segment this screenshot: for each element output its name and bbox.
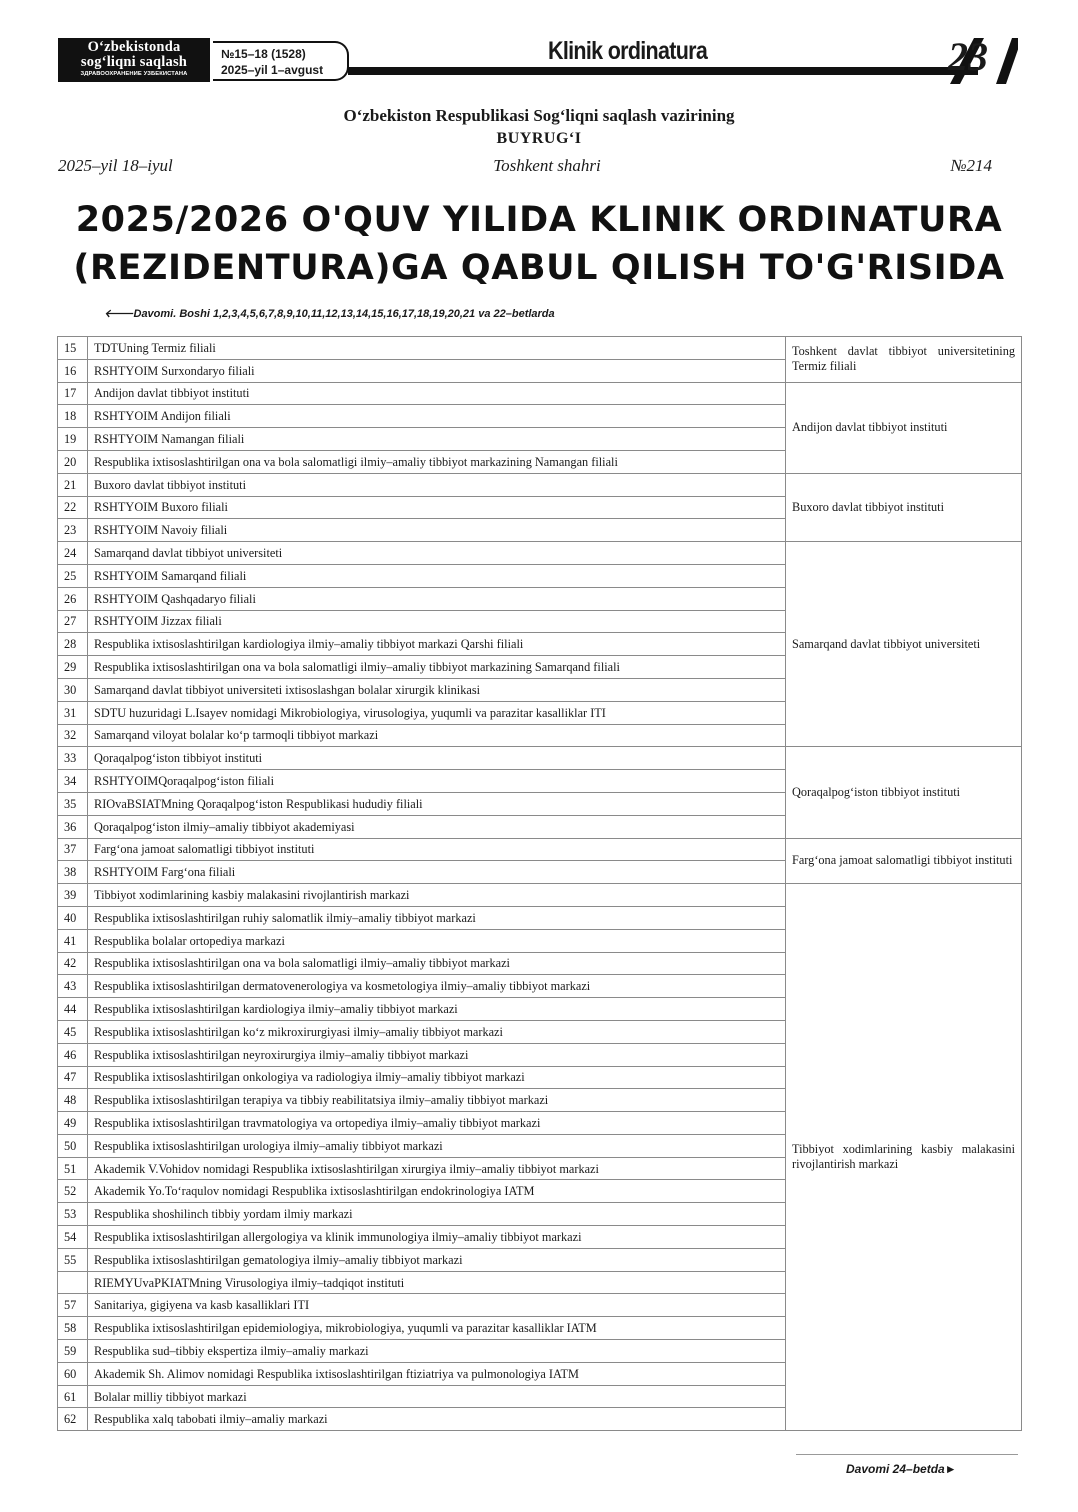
institution-name: Respublika ixtisoslashtirilgan ona va bola salomatligi ilmiy–amaliy tibbiyot markazining Samarqand filiali — [88, 656, 786, 679]
newspaper-masthead — [58, 38, 210, 82]
row-number: 35 — [58, 792, 88, 815]
institution-name: Respublika ixtisoslashtirilgan gematologiya ilmiy–amaliy tibbiyot markazi — [88, 1248, 786, 1271]
institution-name: Farg‘ona jamoat salomatligi tibbiyot instituti — [88, 838, 786, 861]
page-number: 23 — [948, 34, 988, 79]
institution-name: Respublika ixtisoslashtirilgan ruhiy salomatlik ilmiy–amaliy tibbiyot markazi — [88, 906, 786, 929]
table-row — [58, 838, 1022, 861]
institution-name: Buxoro davlat tibbiyot instituti — [88, 473, 786, 496]
row-number: 39 — [58, 884, 88, 907]
footer-text: Davomi 24–betda — [846, 1462, 945, 1476]
row-number: 25 — [58, 564, 88, 587]
row-number: 28 — [58, 633, 88, 656]
footer-rule — [796, 1454, 1018, 1455]
row-number: 33 — [58, 747, 88, 770]
order-city: Toshkent shahri — [493, 156, 601, 175]
row-number: 46 — [58, 1043, 88, 1066]
institution-name: Bolalar milliy tibbiyot markazi — [88, 1385, 786, 1408]
institution-name: SDTU huzuridagi L.Isayev nomidagi Mikrobiologiya, virusologiya, yuqumli va parazitar kasalliklar ITI — [88, 701, 786, 724]
issue-box — [213, 41, 349, 81]
row-number: 31 — [58, 701, 88, 724]
institution-name: RSHTYOIM Navoiy filiali — [88, 519, 786, 542]
row-number: 49 — [58, 1112, 88, 1135]
row-number: 30 — [58, 678, 88, 701]
row-number: 41 — [58, 929, 88, 952]
institution-name: Sanitariya, gigiyena va kasb kasalliklari ITI — [88, 1294, 786, 1317]
row-number: 15 — [58, 337, 88, 360]
institution-name: Qoraqalpog‘iston tibbiyot instituti — [88, 747, 786, 770]
order-number: №214 — [950, 156, 992, 175]
table-row — [58, 884, 1022, 907]
institution-name: Respublika ixtisoslashtirilgan allergologiya va klinik immunologiya ilmiy–amaliy tibbiyot markazi — [88, 1226, 786, 1249]
institution-name: Respublika xalq tabobati ilmiy–amaliy markazi — [88, 1408, 786, 1431]
row-number: 48 — [58, 1089, 88, 1112]
institution-name: Respublika ixtisoslashtirilgan kardiologiya ilmiy–amaliy tibbiyot markazi — [88, 998, 786, 1021]
table-row — [58, 337, 1022, 360]
institution-name: Respublika ixtisoslashtirilgan urologiya ilmiy–amaliy tibbiyot markazi — [88, 1134, 786, 1157]
title-line1: 2025/2026 O'QUV YILIDA KLINIK ORDINATURA — [75, 200, 1003, 240]
institution-name: RSHTYOIM Surxondaryo filiali — [88, 359, 786, 382]
row-number: 44 — [58, 998, 88, 1021]
institution-name: RSHTYOIM Namangan filiali — [88, 428, 786, 451]
institution-name: Respublika ixtisoslashtirilgan kardiologiya ilmiy–amaliy tibbiyot markazi Qarshi filiali — [88, 633, 786, 656]
row-number: 42 — [58, 952, 88, 975]
institution-name: Samarqand viloyat bolalar ko‘p tarmoqli tibbiyot markazi — [88, 724, 786, 747]
parent-institution: Toshkent davlat tibbiyot universitetining Termiz filiali — [786, 337, 1022, 383]
institution-name: Respublika bolalar ortopediya markazi — [88, 929, 786, 952]
ministry-line: O‘zbekiston Respublikasi Sog‘liqni saqlash vazirining — [343, 106, 735, 125]
masthead-line2: sog‘liqni saqlash — [80, 54, 188, 70]
institution-name: RSHTYOIMQoraqalpog‘iston filiali — [88, 770, 786, 793]
row-number: 57 — [58, 1294, 88, 1317]
institution-name: Respublika ixtisoslashtirilgan ko‘z mikroxirurgiyasi ilmiy–amaliy tibbiyot markazi — [88, 1020, 786, 1043]
institution-name: Qoraqalpog‘iston ilmiy–amaliy tibbiyot akademiyasi — [88, 815, 786, 838]
institution-name: Samarqand davlat tibbiyot universiteti — [88, 542, 786, 565]
issue-date: 2025–yil 1–avgust — [221, 63, 324, 77]
institution-name: Andijon davlat tibbiyot instituti — [88, 382, 786, 405]
order-date: 2025–yil 18–iyul — [58, 156, 173, 175]
row-number: 62 — [58, 1408, 88, 1431]
order-label: BUYRUG‘I — [496, 130, 582, 147]
institution-name: Respublika ixtisoslashtirilgan terapiya va tibbiy reabilitatsiya ilmiy–amaliy tibbiyot markazi — [88, 1089, 786, 1112]
institution-name: Respublika ixtisoslashtirilgan dermatovenerologiya va kosmetologiya ilmiy–amaliy tibbiyot markazi — [88, 975, 786, 998]
continuation-note — [104, 306, 555, 320]
row-number: 34 — [58, 770, 88, 793]
table-row — [58, 473, 1022, 496]
table-row — [58, 382, 1022, 405]
institution-name: RSHTYOIM Farg‘ona filiali — [88, 861, 786, 884]
institution-name: Respublika ixtisoslashtirilgan ona va bola salomatligi ilmiy–amaliy tibbiyot markazining Namangan filiali — [88, 450, 786, 473]
institution-name: Tibbiyot xodimlarining kasbiy malakasini rivojlantirish markazi — [88, 884, 786, 907]
issue-number: №15–18 (1528) — [221, 47, 306, 61]
row-number: 19 — [58, 428, 88, 451]
row-number: 40 — [58, 906, 88, 929]
institution-name: RIOvaBSIATMning Qoraqalpog‘iston Respublikasi hududiy filiali — [88, 792, 786, 815]
continuation-footer — [846, 1462, 957, 1476]
masthead-line3: ЗДРАВООХРАНЕНИЕ УЗБЕКИСТАНА — [80, 71, 188, 77]
continuation-text: Davomi. Boshi 1,2,3,4,5,6,7,8,9,10,11,12,13,14,15,16,17,18,19,20,21 va 22–betlarda — [133, 308, 555, 320]
institution-name: RSHTYOIM Andijon filiali — [88, 405, 786, 428]
institution-name: TDTUning Termiz filiali — [88, 337, 786, 360]
row-number: 55 — [58, 1248, 88, 1271]
parent-institution: Andijon davlat tibbiyot instituti — [786, 382, 1022, 473]
row-number: 20 — [58, 450, 88, 473]
table-row — [58, 747, 1022, 770]
row-number: 21 — [58, 473, 88, 496]
row-number: 47 — [58, 1066, 88, 1089]
parent-institution: Buxoro davlat tibbiyot instituti — [786, 473, 1022, 541]
masthead-line1: O‘zbekistonda — [87, 39, 181, 55]
parent-institution: Qoraqalpog‘iston tibbiyot instituti — [786, 747, 1022, 838]
row-number: 50 — [58, 1134, 88, 1157]
row-number: 45 — [58, 1020, 88, 1043]
institution-name: Respublika ixtisoslashtirilgan onkologiya va radiologiya ilmiy–amaliy tibbiyot markazi — [88, 1066, 786, 1089]
row-number: 53 — [58, 1203, 88, 1226]
row-number: 58 — [58, 1317, 88, 1340]
row-number: 18 — [58, 405, 88, 428]
row-number: 60 — [58, 1362, 88, 1385]
institution-name: RSHTYOIM Jizzax filiali — [88, 610, 786, 633]
table-row — [58, 542, 1022, 565]
institution-name: RSHTYOIM Buxoro filiali — [88, 496, 786, 519]
row-number: 32 — [58, 724, 88, 747]
row-number: 36 — [58, 815, 88, 838]
row-number — [58, 1271, 88, 1294]
institution-name: RSHTYOIM Samarqand filiali — [88, 564, 786, 587]
institutions-table-body — [58, 337, 1022, 1431]
row-number: 22 — [58, 496, 88, 519]
row-number: 17 — [58, 382, 88, 405]
institution-name: Respublika ixtisoslashtirilgan ona va bola salomatligi ilmiy–amaliy tibbiyot markazi — [88, 952, 786, 975]
parent-institution: Farg‘ona jamoat salomatligi tibbiyot instituti — [786, 838, 1022, 884]
institution-name: RIEMYUvaPKIATMning Virusologiya ilmiy–tadqiqot instituti — [88, 1271, 786, 1294]
section-title: Klinik ordinatura — [548, 37, 708, 65]
institution-name: Samarqand davlat tibbiyot universiteti ixtisoslashgan bolalar xirurgik klinikasi — [88, 678, 786, 701]
institution-name: RSHTYOIM Qashqadaryo filiali — [88, 587, 786, 610]
parent-institution: Samarqand davlat tibbiyot universiteti — [786, 542, 1022, 747]
institution-name: Respublika ixtisoslashtirilgan travmatologiya va ortopediya ilmiy–amaliy tibbiyot markazi — [88, 1112, 786, 1135]
row-number: 29 — [58, 656, 88, 679]
row-number: 24 — [58, 542, 88, 565]
row-number: 54 — [58, 1226, 88, 1249]
row-number: 37 — [58, 838, 88, 861]
row-number: 16 — [58, 359, 88, 382]
title-line2: (REZIDENTURA)GA QABUL QILISH TO'G'RISIDA — [73, 248, 1005, 288]
institution-name: Akademik V.Vohidov nomidagi Respublika ixtisoslashtirilgan xirurgiya ilmiy–amaliy tibbiyot markazi — [88, 1157, 786, 1180]
institutions-table — [57, 336, 1022, 1431]
institution-name: Respublika ixtisoslashtirilgan neyroxirurgiya ilmiy–amaliy tibbiyot markazi — [88, 1043, 786, 1066]
row-number: 38 — [58, 861, 88, 884]
arrow-right-icon: ► — [944, 1462, 957, 1476]
arrow-left-icon: 🡐 — [104, 308, 134, 320]
page-title — [0, 196, 1078, 292]
row-number: 52 — [58, 1180, 88, 1203]
row-number: 26 — [58, 587, 88, 610]
institution-name: Akademik Yo.To‘raqulov nomidagi Respublika ixtisoslashtirilgan endokrinologiya IATM — [88, 1180, 786, 1203]
row-number: 43 — [58, 975, 88, 998]
row-number: 23 — [58, 519, 88, 542]
row-number: 51 — [58, 1157, 88, 1180]
parent-institution: Tibbiyot xodimlarining kasbiy malakasini rivojlantirish markazi — [786, 884, 1022, 1431]
institution-name: Respublika sud–tibbiy ekspertiza ilmiy–amaliy markazi — [88, 1340, 786, 1363]
row-number: 27 — [58, 610, 88, 633]
row-number: 59 — [58, 1340, 88, 1363]
row-number: 61 — [58, 1385, 88, 1408]
header-rule — [348, 67, 978, 75]
institution-name: Respublika ixtisoslashtirilgan epidemiologiya, mikrobiologiya, yuqumli va parazitar kasalliklar IATM — [88, 1317, 786, 1340]
institution-name: Akademik Sh. Alimov nomidagi Respublika ixtisoslashtirilgan ftiziatriya va pulmonologiya IATM — [88, 1362, 786, 1385]
institution-name: Respublika shoshilinch tibbiy yordam ilmiy markazi — [88, 1203, 786, 1226]
